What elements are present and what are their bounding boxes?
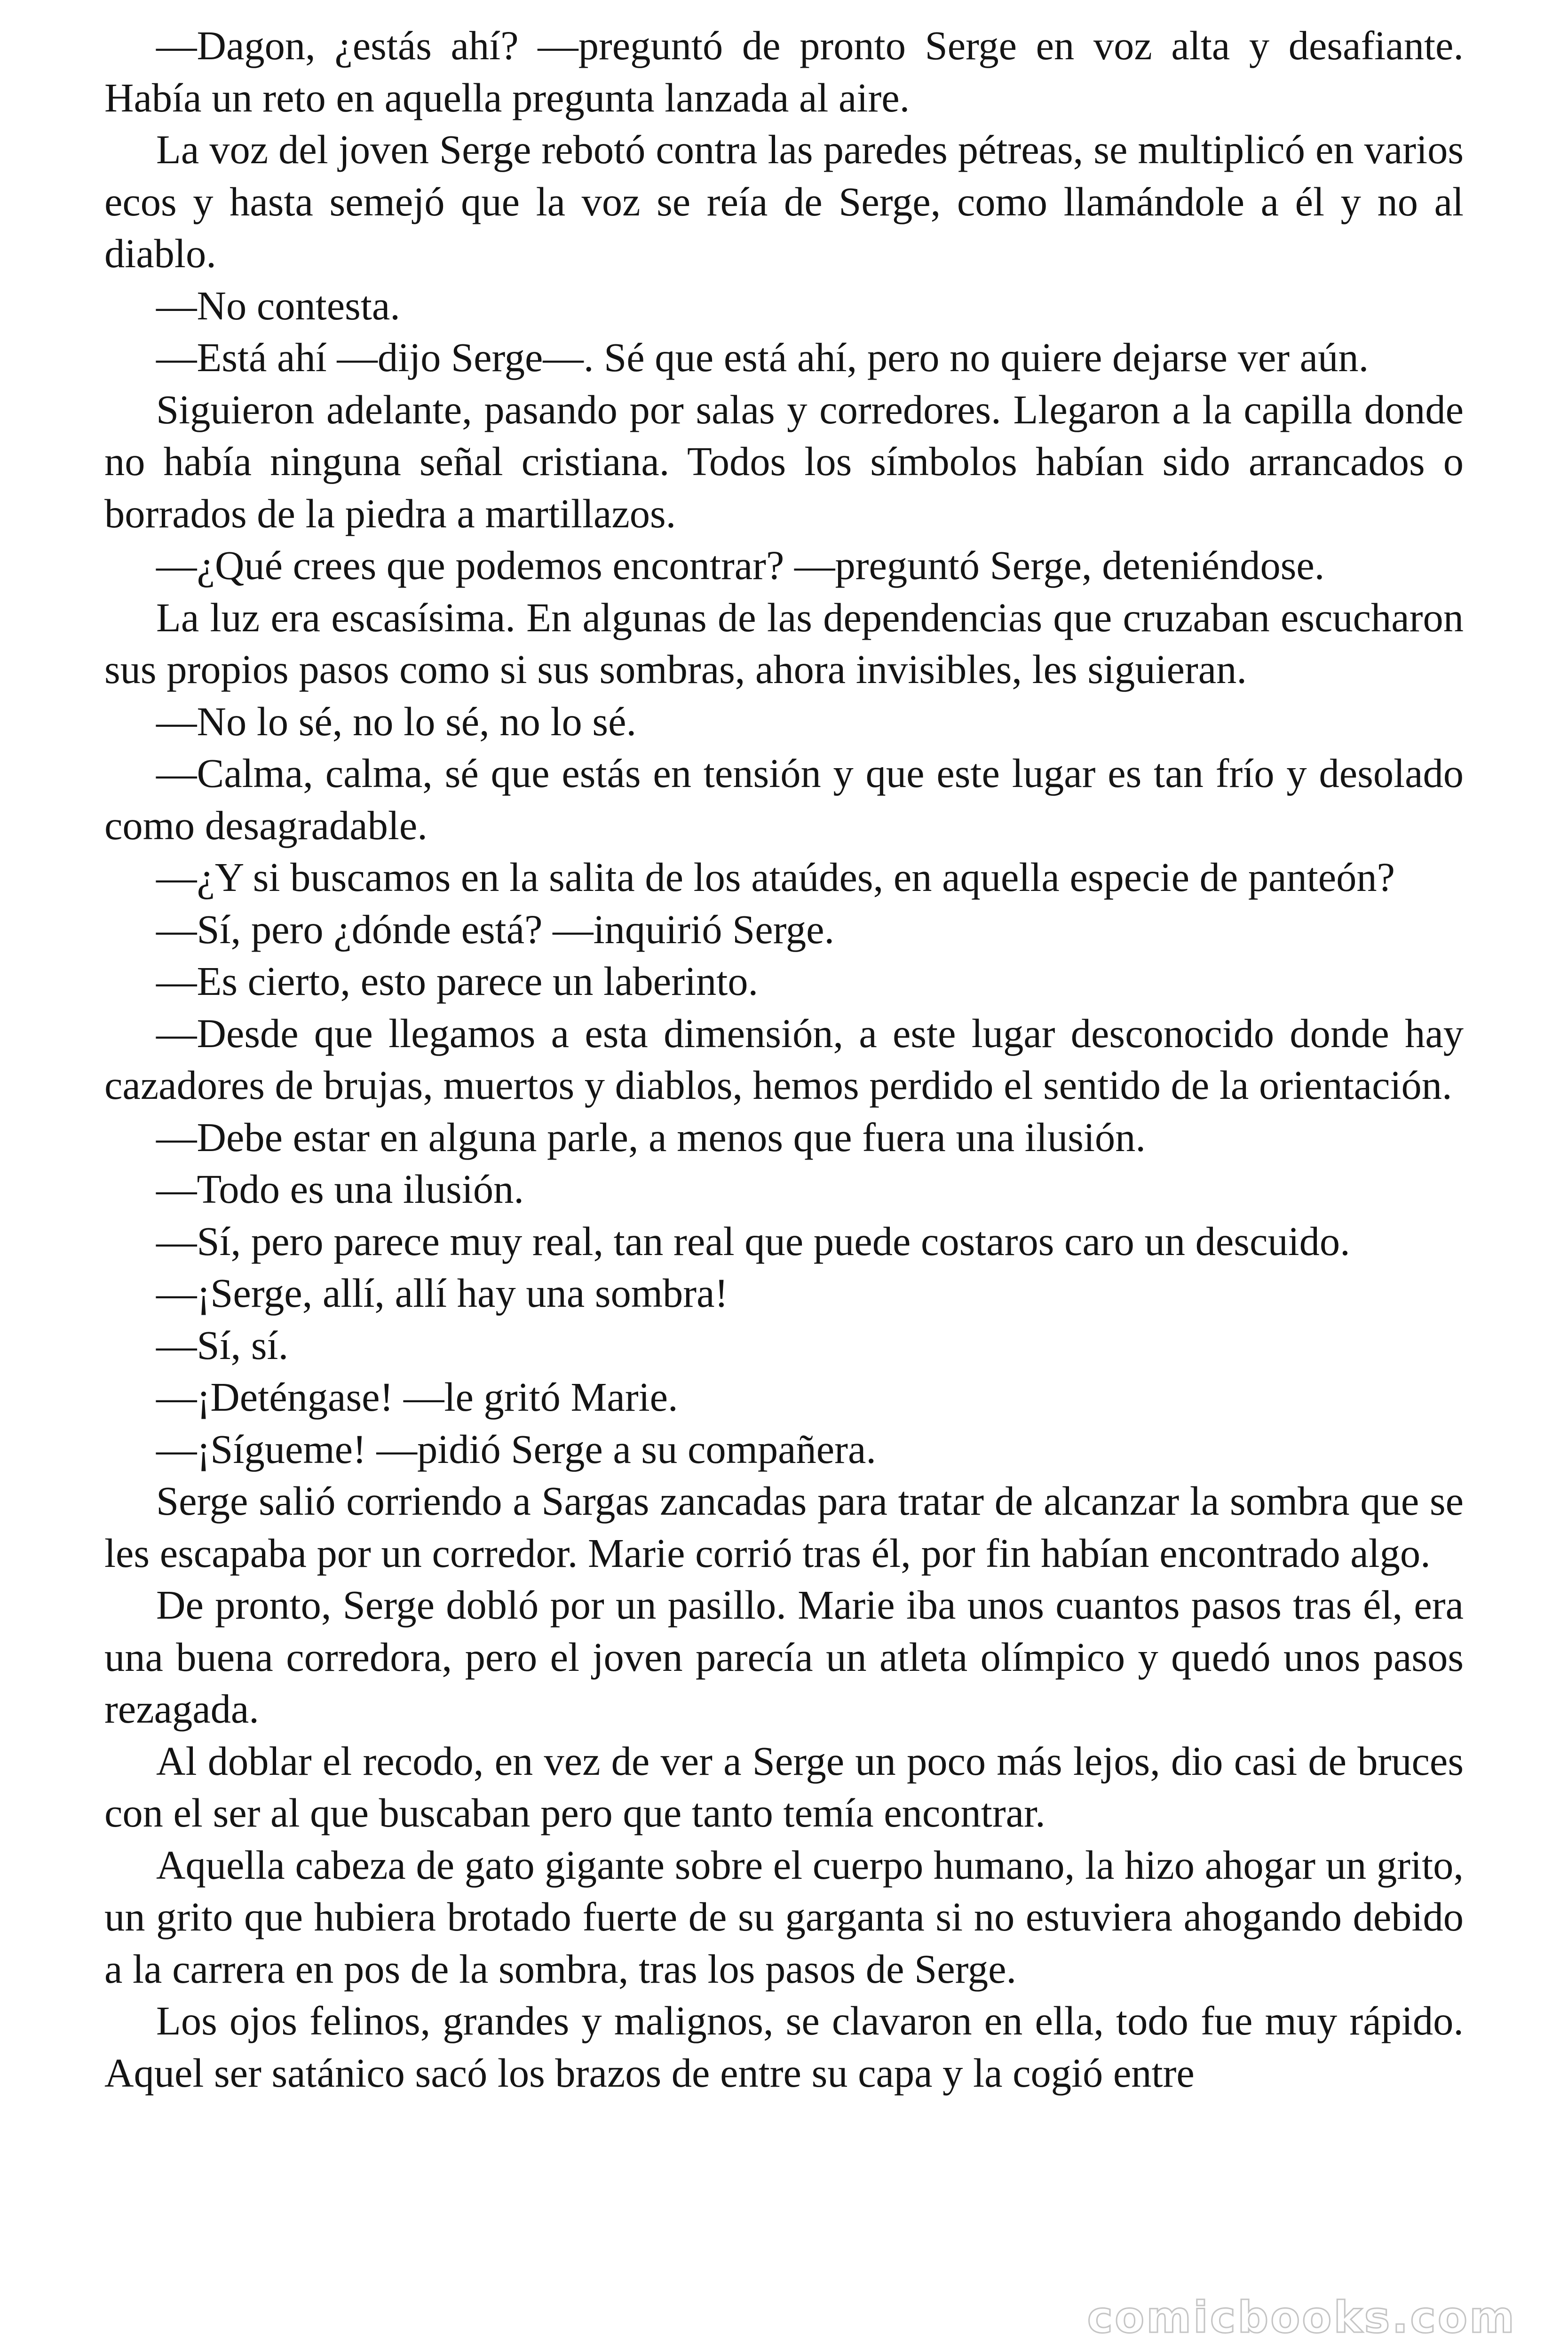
paragraph: —Está ahí —dijo Serge—. Sé que está ahí, pero no quiere dejarse ver aún.: [156, 335, 1369, 380]
body-text: [104, 20, 1464, 2099]
paragraph: —¿Y si buscamos en la salita de los ataúdes, en aquella especie de panteón?: [156, 855, 1395, 900]
watermark: comicbooks.com: [1087, 2292, 1516, 2343]
paragraph: —Es cierto, esto parece un laberinto.: [156, 959, 759, 1004]
paragraph: —No lo sé, no lo sé, no lo sé.: [156, 699, 637, 744]
paragraph: —Desde que llegamos a esta dimensión, a este lugar desconocido donde hay cazadores de brujas, muertos y diablos, hemos perdido el sentido de la orientación.: [104, 1010, 1464, 1108]
paragraph: —Sí, pero parece muy real, tan real que puede costaros caro un descuido.: [156, 1218, 1350, 1264]
paragraph: —No contesta.: [156, 283, 400, 328]
paragraph: Siguieron adelante, pasando por salas y corredores. Llegaron a la capilla donde no había ninguna señal cristiana. Todos los símbolos habían sido arrancados o borrados de la piedra a martillazos.: [104, 387, 1464, 536]
paragraph: —¡Deténgase! —le gritó Marie.: [156, 1375, 678, 1420]
paragraph: La voz del joven Serge rebotó contra las paredes pétreas, se multiplicó en varios ecos y hasta semejó que la voz se reía de Serge, como llamándole a él y no al diablo.: [104, 127, 1464, 276]
paragraph: La luz era escasísima. En algunas de las dependencias que cruzaban escucharon sus propios pasos como si sus sombras, ahora invisibles, les siguieran.: [104, 595, 1464, 692]
paragraph: Al doblar el recodo, en vez de ver a Serge un poco más lejos, dio casi de bruces con el ser al que buscaban pero que tanto temía encontrar.: [104, 1738, 1464, 1836]
paragraph: —Todo es una ilusión.: [156, 1167, 524, 1212]
paragraph: —¡Serge, allí, allí hay una sombra!: [156, 1271, 729, 1316]
paragraph: Serge salió corriendo a Sargas zancadas para tratar de alcanzar la sombra que se les escapaba por un corredor. Marie corrió tras él, por fin habían encontrado algo.: [104, 1478, 1464, 1576]
paragraph: —Dagon, ¿estás ahí? —preguntó de pronto Serge en voz alta y desafiante. Había un reto en aquella pregunta lanzada al aire.: [104, 23, 1464, 120]
paragraph: —¡Sígueme! —pidió Serge a su compañera.: [156, 1426, 876, 1472]
paragraph: Aquella cabeza de gato gigante sobre el cuerpo humano, la hizo ahogar un grito, un grito que hubiera brotado fuerte de su garganta si no estuviera ahogando debido a la carrera en pos de la sombra, tras los pasos de Serge.: [104, 1842, 1464, 1992]
paragraph: De pronto, Serge dobló por un pasillo. Marie iba unos cuantos pasos tras él, era una buena corredora, pero el joven parecía un atleta olímpico y quedó unos pasos rezagada.: [104, 1582, 1464, 1732]
paragraph: Los ojos felinos, grandes y malignos, se clavaron en ella, todo fue muy rápido. Aquel ser satánico sacó los brazos de entre su capa y la cogió entre: [104, 1998, 1464, 2096]
paragraph: —¿Qué crees que podemos encontrar? —preguntó Serge, deteniéndose.: [156, 543, 1325, 588]
paragraph: —Sí, pero ¿dónde está? —inquirió Serge.: [156, 906, 835, 952]
paragraph: —Debe estar en alguna parle, a menos que fuera una ilusión.: [156, 1114, 1146, 1160]
paragraph: —Calma, calma, sé que estás en tensión y que este lugar es tan frío y desolado como desagradable.: [104, 751, 1464, 848]
paragraph: —Sí, sí.: [156, 1322, 289, 1368]
